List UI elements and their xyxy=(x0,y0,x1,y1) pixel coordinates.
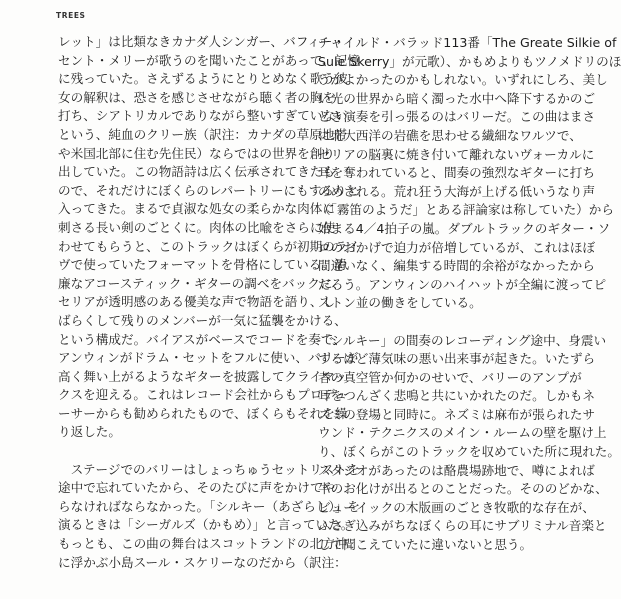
text-line: セリアの脳裏に焼き付いて離れないヴォーカルに xyxy=(318,146,595,162)
text-line: に残っていた。さえずるようにとりとめなく歌う彼 xyxy=(58,71,348,87)
paragraph-gap xyxy=(58,442,300,461)
text-line: 出していた。この物語詩は広く伝承されてきたも xyxy=(58,164,336,180)
text-line: 耳を奪われていると、間奏の強烈なギターに打ち xyxy=(318,165,595,181)
text-line: セリアが透明感のある優美な声で物語を語り、し xyxy=(58,294,336,310)
text-line: スタジオがあったのは酪農場跡地で、噂によれば xyxy=(318,462,595,478)
paragraph xyxy=(58,33,360,442)
text-line: クスを迎える。これはレコード会社からもプロデュ xyxy=(58,387,348,403)
section-header: TREES xyxy=(56,11,86,20)
paragraph xyxy=(318,34,621,313)
text-line: という、純血のクリー族（訳注：カナダの草原地帯 xyxy=(58,126,348,142)
text-line: ステージでのバリーはしょっちゅうセットリストを xyxy=(58,461,360,477)
text-line: 廉なアコースティック・ギターの調べをバックに、 xyxy=(58,275,346,291)
text-line: （「霧笛のようだ」とある評論家は称していた）から xyxy=(318,202,614,218)
text-line: ふさぎ込みがちなぼくらの耳にサブリミナル音楽と xyxy=(318,518,607,534)
paragraph xyxy=(58,461,360,573)
text-line: ビューイックの木版画のごとき牧歌的な存在が、 xyxy=(318,499,595,515)
text-line: もっとも、この曲の舞台はスコットランドの北方沖 xyxy=(58,536,348,552)
text-line: うがよかったのかもしれない。いずれにしろ、美し xyxy=(318,72,608,88)
text-line: 途中で忘れていたから、そのたびに声をかけてや xyxy=(58,480,336,496)
text-line: ストン並の働きをしている。 xyxy=(318,295,482,311)
text-line: に浮かぶ小島スール・スケリーなのだから（訳注： xyxy=(58,554,347,570)
right-column xyxy=(318,34,621,555)
text-line: とき演奏を引っ張るのはバリーだ。この曲はまさ xyxy=(318,109,596,125)
text-line: 耳をつんざく悲鳴と共にいかれたのだ。しかもネ xyxy=(318,388,596,404)
text-line: ウンド・テクニクスのメイン・ルームの壁を駆け上 xyxy=(318,425,607,441)
text-line: して聞こえていたに違いないと思う。 xyxy=(318,537,533,553)
text-line: ので、それだけにぼくらのレパートリーにもするりと xyxy=(58,182,360,198)
text-line: チャイルド・バラッド113番「The Greate Silkie of xyxy=(318,35,617,50)
text-line: 高く舞い上がるようなギターを披露してクライマッ xyxy=(58,368,347,384)
text-line: Sule Skerry」が元歌）、かもめよりもツノメドリのほ xyxy=(318,53,621,69)
text-line: 入ってきた。まるで貞淑な処女の柔らかな肉体に xyxy=(58,201,335,217)
text-line: だろう。アンウィンのハイハットが全編に渡ってピ xyxy=(318,276,607,292)
text-line: ヴで使っていたフォーマットを骨格にしている。清 xyxy=(58,257,347,273)
text-line: するほど薄気味の悪い出来事が起きた。いたずら xyxy=(318,351,596,367)
text-line: ロのおかげで迫力が倍増しているが、これはほぼ xyxy=(318,239,596,255)
text-line: 刺さる長い剣のごとくに。肉体の比喩をさらに使 xyxy=(58,219,336,235)
text-line: ズミの登場と同時に。ネズミは麻布が張られたサ xyxy=(318,406,596,422)
text-line: らなければならなかった。「シルキー（あざらし）」を xyxy=(58,498,360,514)
text-line: アンウィンがドラム・セットをフルに使い、バリーが xyxy=(58,350,359,366)
paragraph xyxy=(318,332,620,555)
text-line: 「シルキー」の間奏のレコーディング途中、身震い xyxy=(318,332,607,348)
text-line: 者の真空管か何かのせいで、バリーのアンプが xyxy=(318,369,582,385)
text-line: い光の世界から暗く濁った水中へ降下するかのご xyxy=(318,90,596,106)
text-line: や米国北部に住む先住民）ならではの世界を創り xyxy=(58,145,335,161)
text-line: ーサーからも勧められたもので、ぼくらもそれを繰 xyxy=(58,405,348,421)
text-line: り、ぼくらがこのトラックを収めていた所に現れた。 xyxy=(318,444,620,460)
text-line: ばらくして残りのメンバーが一気に猛襲をかける、 xyxy=(58,312,347,328)
text-line: 演るときは「シーガルズ（かもめ）」と言っていた。 xyxy=(58,517,354,533)
text-line: 女の解釈は、恐さを感じさせながら聴く者の胸を xyxy=(58,89,336,105)
text-line: 間違いなく、編集する時間的余裕がなかったから xyxy=(318,258,595,274)
text-line: 始まる4／4拍子の嵐。ダブルトラックのギター・ソ xyxy=(318,220,611,236)
text-line: り返した。 xyxy=(58,424,121,440)
paragraph-gap xyxy=(318,313,560,332)
text-line: という構成だ。バイアスがベースでコードを奏で、 xyxy=(58,331,346,347)
text-line: 牛のお化けが出るとのことだった。そののどかな、 xyxy=(318,481,608,497)
left-column xyxy=(58,33,360,572)
text-line: レット」は比類なきカナダ人シンガー、バフィー・ xyxy=(58,34,346,49)
text-line: セント・メリーが歌うのを聞いたことがあって、記憶 xyxy=(58,52,360,68)
text-line: 打ち、シアトリカルでありながら整いすぎていない xyxy=(58,108,348,124)
text-line: のめされる。荒れ狂う大海が上げる低いうなり声 xyxy=(318,183,596,199)
text-line: に北大西洋の岩礁を思わせる繊細なワルツで、 xyxy=(318,127,582,143)
text-line: わせてもらうと、このトラックはぼくらが初期のライ xyxy=(58,238,360,254)
